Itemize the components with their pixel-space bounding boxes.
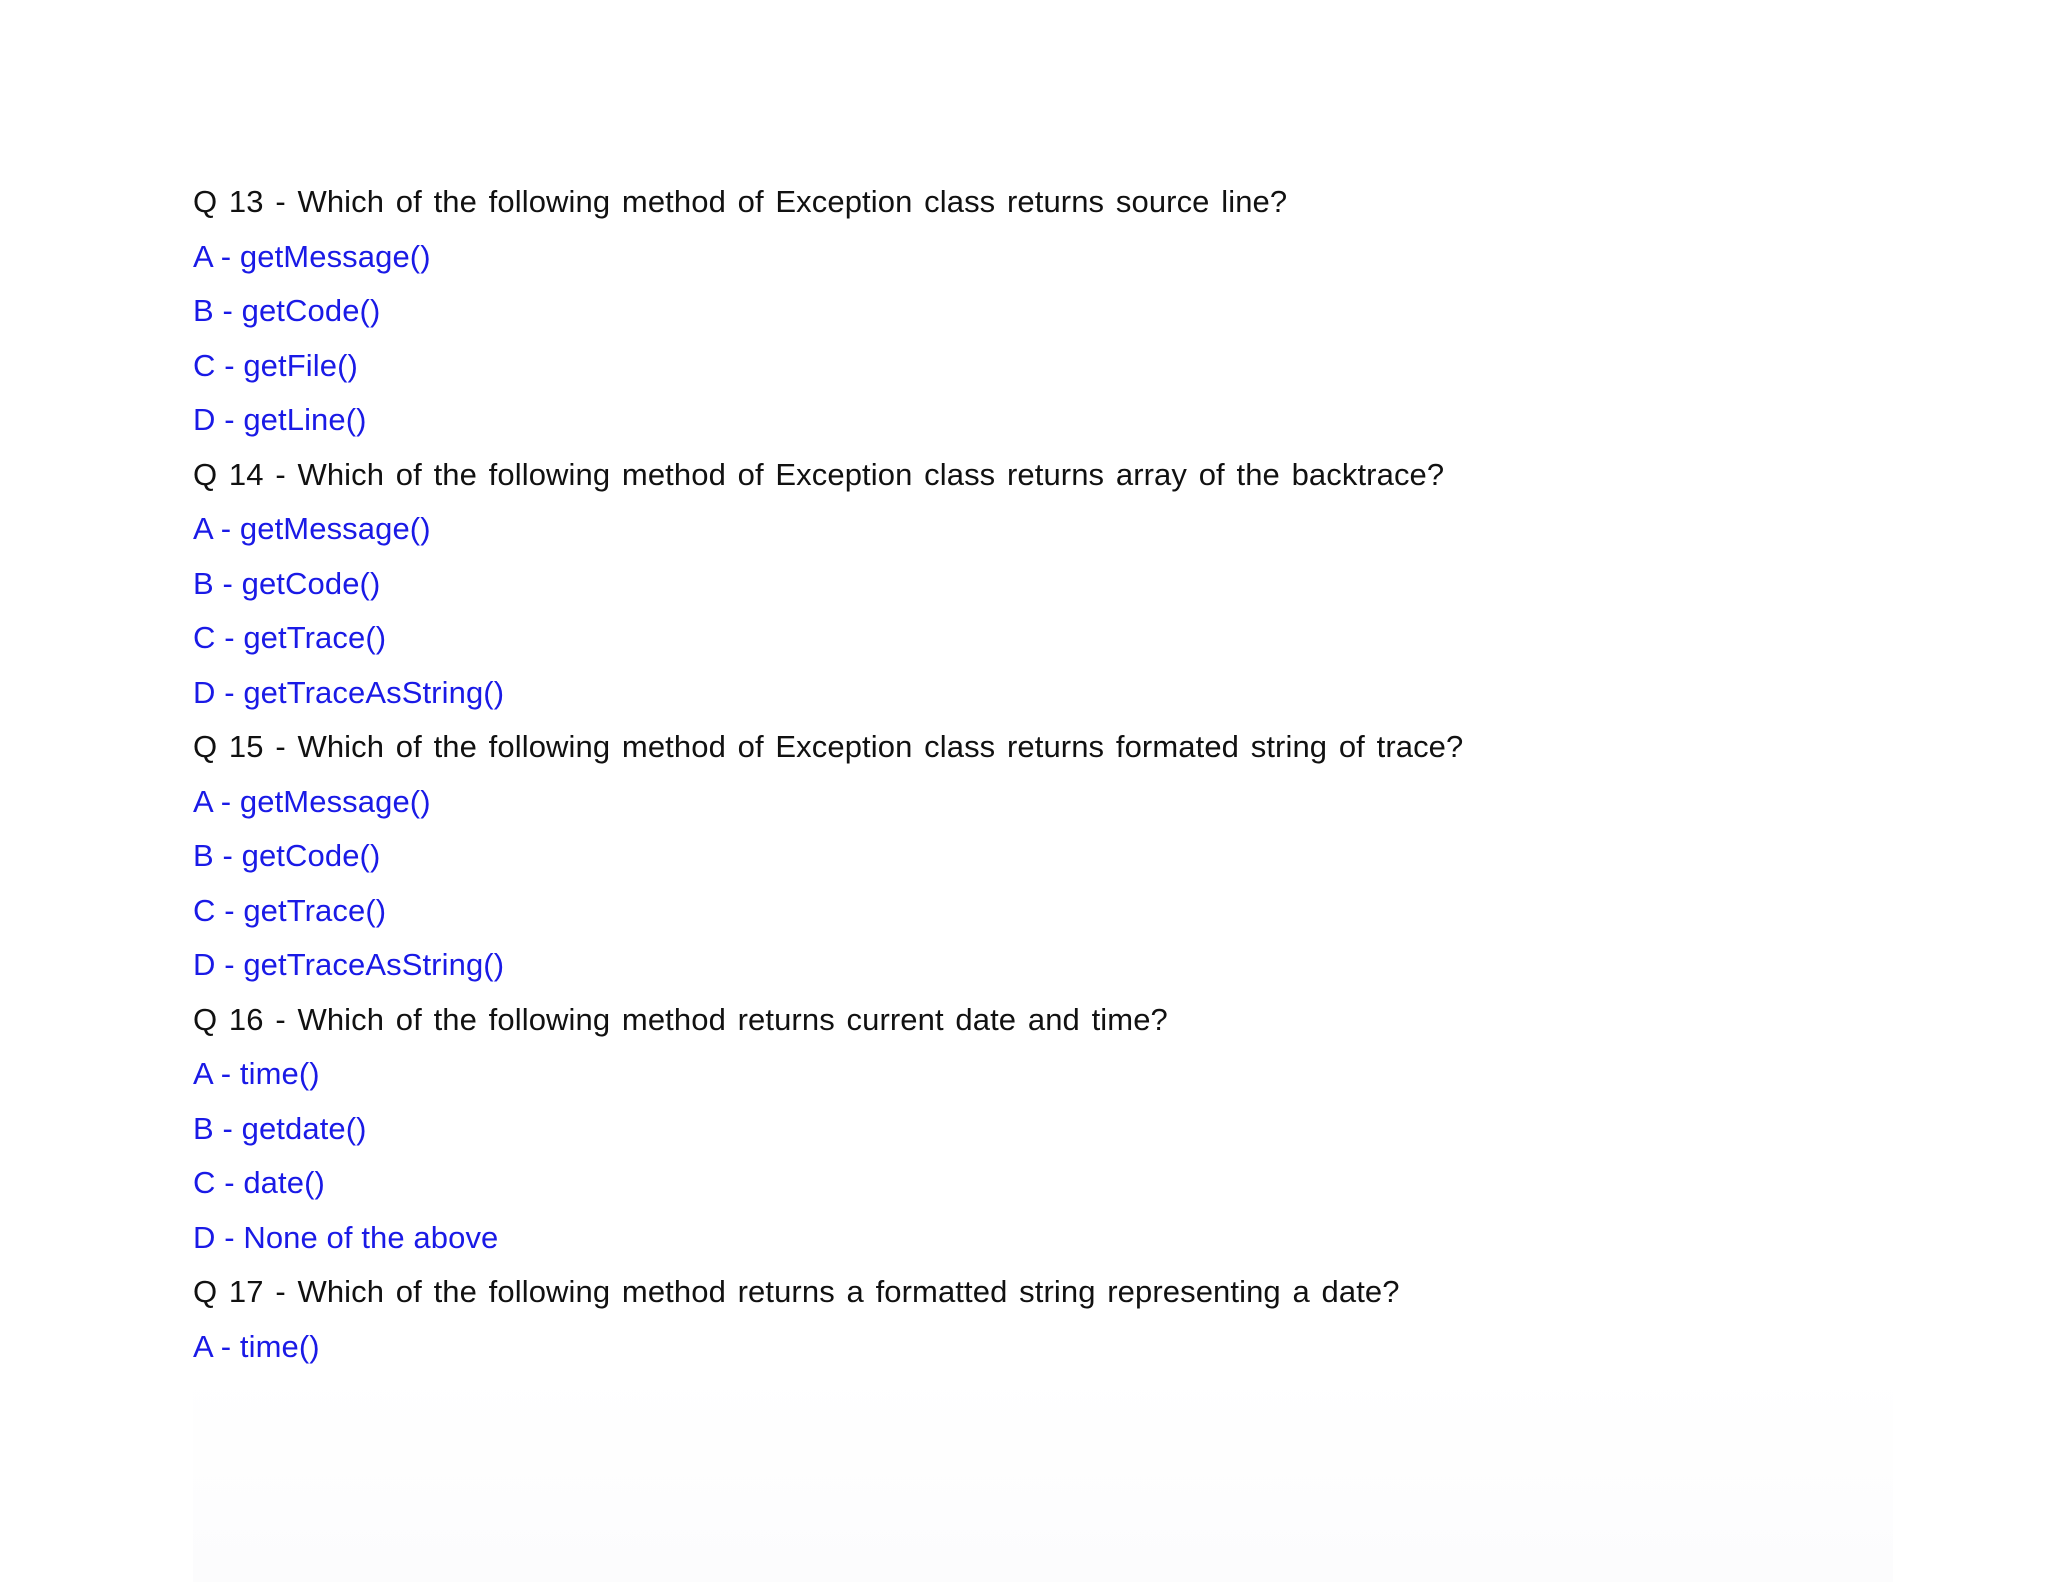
q14-option-a: A - getMessage() bbox=[193, 511, 431, 546]
q15-option-b: B - getCode() bbox=[193, 838, 381, 873]
quiz-content bbox=[193, 175, 1893, 1374]
q17-option-a: A - time() bbox=[193, 1328, 320, 1364]
q14-option-c: C - getTrace() bbox=[193, 620, 387, 655]
q13-option-d: D - getLine() bbox=[193, 402, 367, 437]
q16-option-a: A - time() bbox=[193, 1056, 320, 1091]
q14-option-d: D - getTraceAsString() bbox=[193, 674, 505, 710]
q16-option-c: C - date() bbox=[193, 1165, 325, 1200]
q14-option-b: B - getCode() bbox=[193, 565, 381, 601]
question-16: Q 16 - Which of the following method returns current date and time? bbox=[193, 1001, 1168, 1037]
question-15: Q 15 - Which of the following method of Exception class returns formated string of trace? bbox=[193, 729, 1464, 764]
page-shadow-area bbox=[193, 1370, 1893, 1582]
q16-option-b: B - getdate() bbox=[193, 1110, 367, 1146]
q13-option-a: A - getMessage() bbox=[193, 238, 431, 274]
question-13: Q 13 - Which of the following method of Exception class returns source line? bbox=[193, 184, 1288, 219]
q15-option-a: A - getMessage() bbox=[193, 783, 431, 819]
q13-option-c: C - getFile() bbox=[193, 347, 358, 383]
q16-option-d: D - None of the above bbox=[193, 1219, 499, 1255]
q15-option-d: D - getTraceAsString() bbox=[193, 947, 505, 982]
question-17: Q 17 - Which of the following method returns a formatted string representing a date? bbox=[193, 1274, 1400, 1309]
q15-option-c: C - getTrace() bbox=[193, 892, 387, 928]
q13-option-b: B - getCode() bbox=[193, 293, 381, 328]
question-14: Q 14 - Which of the following method of Exception class returns array of the backtrace? bbox=[193, 456, 1445, 492]
